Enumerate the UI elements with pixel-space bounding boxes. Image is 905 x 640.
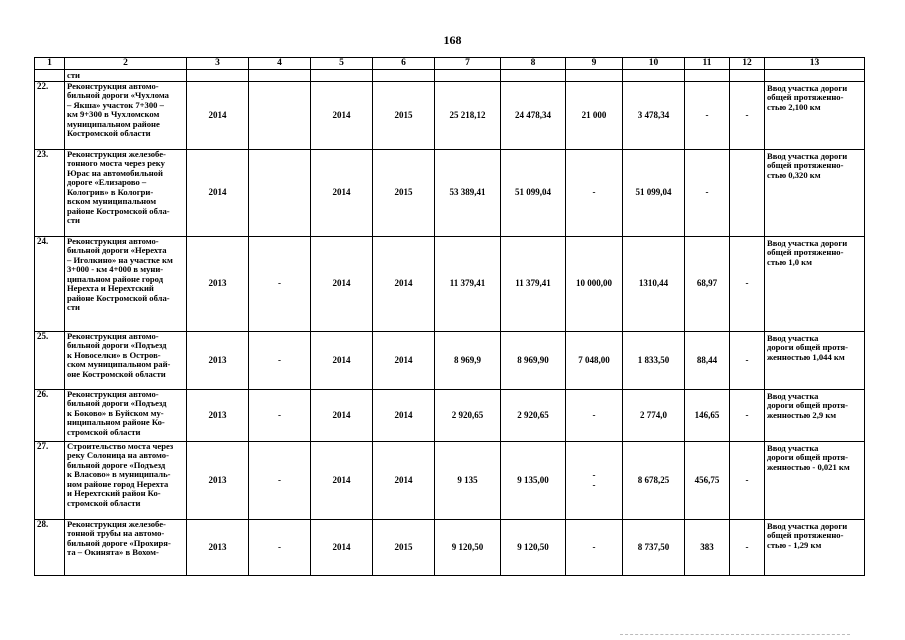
result-text: Ввод участка дороги общей протя- женностью 2,9 км [765, 390, 865, 442]
col7-value: 53 389,41 [435, 150, 501, 237]
col8-value: 24 478,34 [501, 82, 566, 150]
col12-value [730, 150, 765, 237]
column-number: 10 [623, 58, 685, 70]
col12-value: - [730, 520, 765, 576]
project-table [34, 57, 865, 576]
column-number: 12 [730, 58, 765, 70]
col7-value: 11 379,41 [435, 237, 501, 332]
row-number: 26. [35, 390, 65, 442]
col10-value: 1310,44 [623, 237, 685, 332]
object-name: Строительство моста через реку Солоница на автомо- бильной дороге «Подъезд к Власово» в муниципаль- ном районе город Нерехта и Нерехтский район Ко- стромской области [65, 442, 187, 520]
continuation-text: сти [65, 70, 187, 82]
col4-value: - [249, 237, 311, 332]
col4-value: - [249, 442, 311, 520]
col4-value [249, 82, 311, 150]
col3-value: 2013 [187, 442, 249, 520]
col5-value: 2014 [311, 237, 373, 332]
col5-value: 2014 [311, 82, 373, 150]
col12-value: - [730, 390, 765, 442]
col3-value: 2013 [187, 332, 249, 390]
object-name: Реконструкция железобе- тонной трубы на автомо- бильной дороге «Прохиря- та – Окинята» в Вохом- [65, 520, 187, 576]
col6-value: 2015 [373, 520, 435, 576]
col7-value: 9 120,50 [435, 520, 501, 576]
table-row [35, 390, 865, 442]
column-number: 5 [311, 58, 373, 70]
object-name: Реконструкция автомо- бильной дороги «Подъезд к Боково» в Буйском му- ниципальном районе Ко- стромской области [65, 390, 187, 442]
result-text: Ввод участка дороги общей протяженно- стью 0,320 км [765, 150, 865, 237]
col4-value: - [249, 520, 311, 576]
object-name: Реконструкция железобе- тонного моста через реку Юрас на автомобильной дороге «Елизарово – Кологрив» в Кологри- вском муниципальном районе Костромской обла- сти [65, 150, 187, 237]
result-text: Ввод участка дороги общей протяженно- стью 1,0 км [765, 237, 865, 332]
result-text: Ввод участка дороги общей протяженно- стью 2,100 км [765, 82, 865, 150]
table-row [35, 237, 865, 332]
col6-value: 2015 [373, 82, 435, 150]
col4-value: - [249, 390, 311, 442]
col9-value: - [566, 150, 623, 237]
col9-value: 7 048,00 [566, 332, 623, 390]
table-row [35, 150, 865, 237]
col5-value: 2014 [311, 150, 373, 237]
col12-value: - [730, 442, 765, 520]
scan-artifact [620, 634, 850, 637]
col6-value: 2014 [373, 390, 435, 442]
col3-value: 2013 [187, 520, 249, 576]
col10-value: 1 833,50 [623, 332, 685, 390]
col8-value: 11 379,41 [501, 237, 566, 332]
column-number: 9 [566, 58, 623, 70]
col11-value: - [685, 82, 730, 150]
col6-value: 2014 [373, 442, 435, 520]
column-number: 6 [373, 58, 435, 70]
result-text: Ввод участка дороги общей протя- женностью - 0,021 км [765, 442, 865, 520]
object-name: Реконструкция автомо- бильной дороги «Нерехта – Иголкино» на участке км 3+000 - км 4+000 в муни- ципальном районе город Нерехта и Нерехтский районе Костромской обла- сти [65, 237, 187, 332]
col8-value: 51 099,04 [501, 150, 566, 237]
col5-value: 2014 [311, 442, 373, 520]
row-number: 27. [35, 442, 65, 520]
col10-value: 2 774,0 [623, 390, 685, 442]
column-number: 4 [249, 58, 311, 70]
row-number: 22. [35, 82, 65, 150]
col12-value: - [730, 237, 765, 332]
col11-value: - [685, 150, 730, 237]
object-name: Реконструкция автомо- бильной дороги «Чухлома – Якша» участок 7+300 – км 9+300 в Чухломском муниципальном районе Костромской области [65, 82, 187, 150]
column-number: 13 [765, 58, 865, 70]
col12-value: - [730, 82, 765, 150]
col8-value: 8 969,90 [501, 332, 566, 390]
col10-value: 51 099,04 [623, 150, 685, 237]
col7-value: 8 969,9 [435, 332, 501, 390]
col12-value: - [730, 332, 765, 390]
col5-value: 2014 [311, 332, 373, 390]
col3-value: 2014 [187, 150, 249, 237]
row-number: 23. [35, 150, 65, 237]
col11-value: 456,75 [685, 442, 730, 520]
object-name: Реконструкция автомо- бильной дороги «Подъезд к Новоселки» в Остров- ском муниципальном рай- оне Костромской области [65, 332, 187, 390]
col3-value: 2013 [187, 237, 249, 332]
col4-value [249, 150, 311, 237]
col10-value: 8 737,50 [623, 520, 685, 576]
col9-value: 10 000,00 [566, 237, 623, 332]
col8-value: 9 135,00 [501, 442, 566, 520]
col6-value: 2014 [373, 237, 435, 332]
column-number-row [35, 58, 865, 70]
col9-value: - [566, 390, 623, 442]
continuation-row [35, 70, 865, 82]
col11-value: 383 [685, 520, 730, 576]
col11-value: 88,44 [685, 332, 730, 390]
col5-value: 2014 [311, 390, 373, 442]
result-text: Ввод участка дороги общей протяженно- стью - 1,29 км [765, 520, 865, 576]
col8-value: 2 920,65 [501, 390, 566, 442]
column-number: 2 [65, 58, 187, 70]
col6-value: 2015 [373, 150, 435, 237]
col8-value: 9 120,50 [501, 520, 566, 576]
result-text: Ввод участка дороги общей протя- женностью 1,044 км [765, 332, 865, 390]
col3-value: 2013 [187, 390, 249, 442]
col4-value: - [249, 332, 311, 390]
col9-value: 21 000 [566, 82, 623, 150]
col6-value: 2014 [373, 332, 435, 390]
row-number: 24. [35, 237, 65, 332]
col7-value: 25 218,12 [435, 82, 501, 150]
table-row [35, 332, 865, 390]
col7-value: 9 135 [435, 442, 501, 520]
row-number: 25. [35, 332, 65, 390]
page-number: 168 [443, 33, 462, 47]
table-row [35, 442, 865, 520]
col10-value: 3 478,34 [623, 82, 685, 150]
column-number: 11 [685, 58, 730, 70]
row-number: 28. [35, 520, 65, 576]
table-row [35, 520, 865, 576]
col11-value: 68,97 [685, 237, 730, 332]
col5-value: 2014 [311, 520, 373, 576]
col9-value: - [566, 520, 623, 576]
col7-value: 2 920,65 [435, 390, 501, 442]
column-number: 3 [187, 58, 249, 70]
column-number: 8 [501, 58, 566, 70]
col3-value: 2014 [187, 82, 249, 150]
table-row [35, 82, 865, 150]
column-number: 1 [35, 58, 65, 70]
col11-value: 146,65 [685, 390, 730, 442]
col9-value: - - [566, 442, 623, 520]
column-number: 7 [435, 58, 501, 70]
col10-value: 8 678,25 [623, 442, 685, 520]
